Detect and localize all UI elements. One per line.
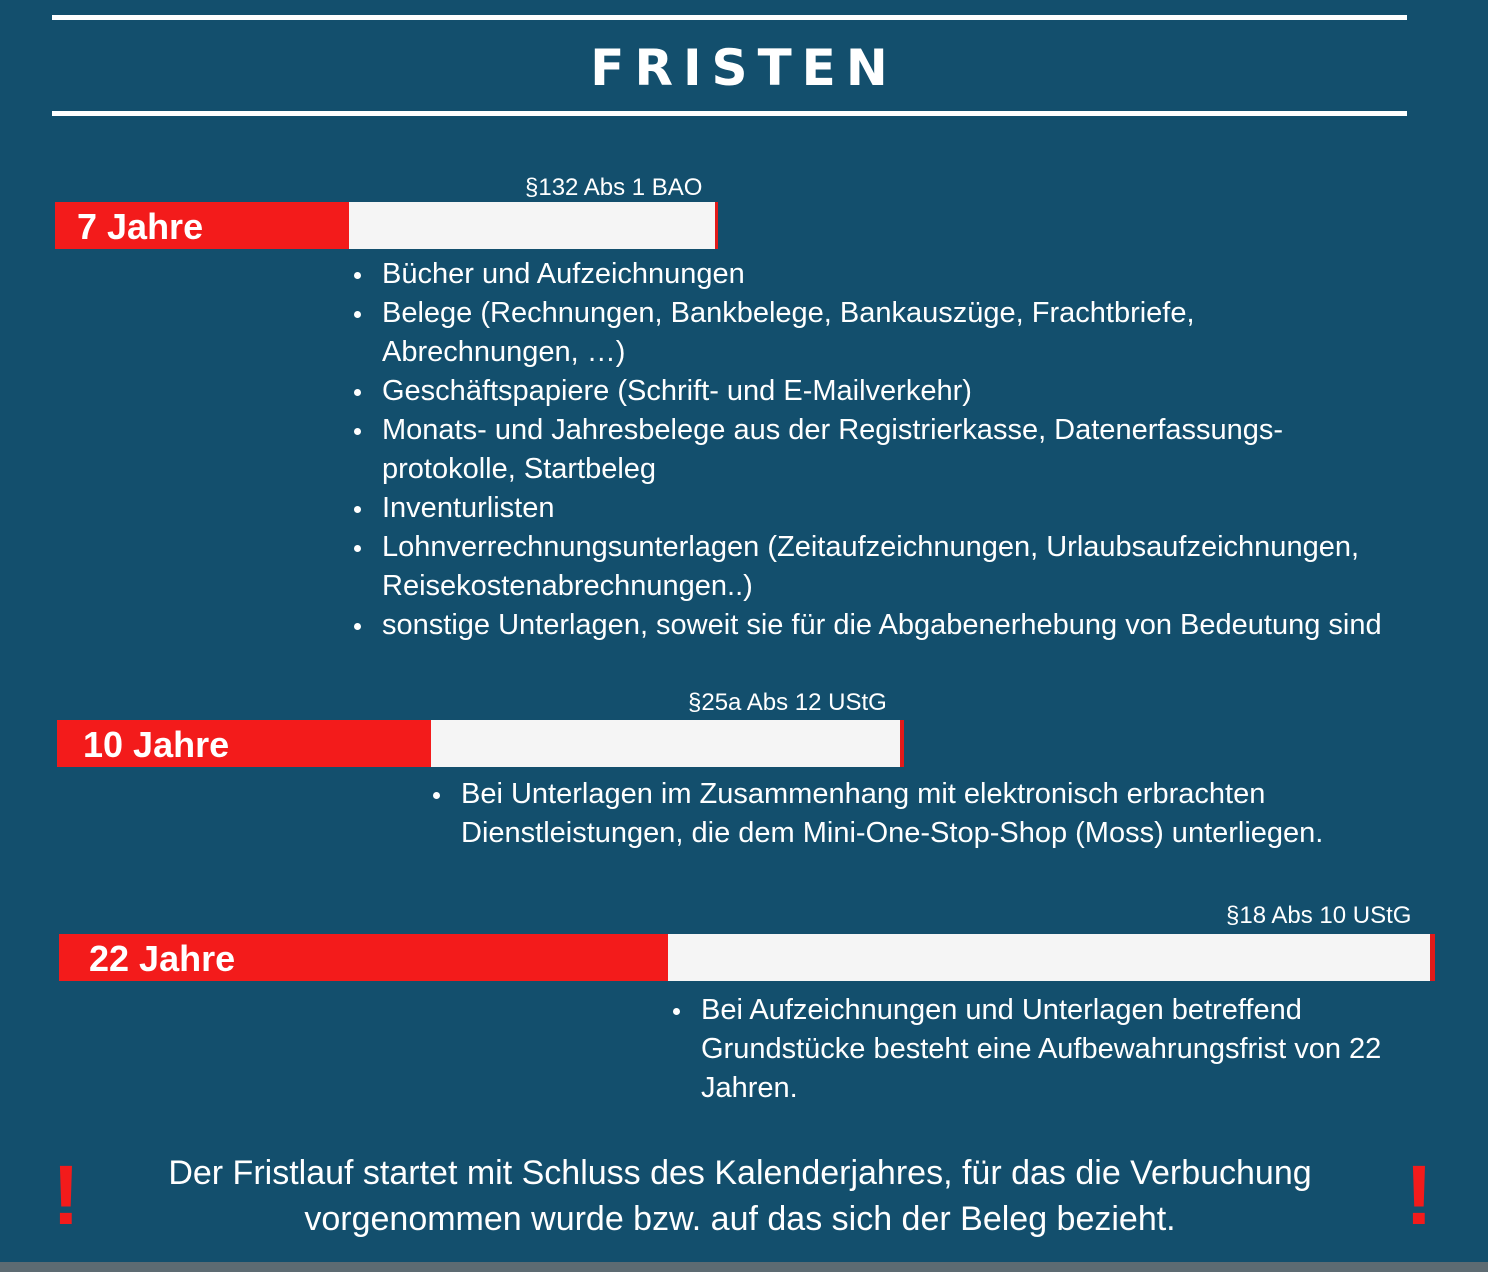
duration-label: 10 Jahre (83, 724, 230, 765)
duration-bar-tip (1430, 934, 1435, 981)
list-item: Inventurlisten (352, 489, 1452, 528)
list-item: Bei Unterlagen im Zusammenhang mit elektronisch erbrachten Dienstleistungen, die dem Mini-One-Stop-Shop (Moss) unterliegen. (431, 775, 1431, 853)
title-rule-bottom (52, 111, 1407, 116)
document-list (671, 991, 1451, 1108)
section-reference: §132 Abs 1 BAO (525, 174, 703, 201)
list-item: Bei Aufzeichnungen und Unterlagen betreffend Grundstücke besteht eine Aufbewahrungsfrist von 22 Jahren. (671, 991, 1451, 1108)
duration-bar (55, 202, 718, 249)
duration-bar-white (349, 202, 715, 249)
list-item: Bücher und Aufzeichnungen (352, 255, 1452, 294)
duration-bar (59, 934, 1435, 981)
exclamation-icon: ! (1405, 1148, 1433, 1242)
list-item: Lohnverrechnungsunterlagen (Zeitaufzeichnungen, Urlaubsaufzeichnungen, Reisekostenabrechnungen..) (352, 528, 1452, 606)
duration-bar-tip (715, 202, 718, 249)
deadline-note: Der Fristlauf startet mit Schluss des Kalenderjahres, für das die Verbuchung vorgenommen wurde bzw. auf das sich der Beleg bezieht. (168, 1154, 1312, 1238)
duration-bar-white (431, 720, 900, 767)
duration-label: 22 Jahre (89, 938, 236, 979)
list-item: Monats- und Jahresbelege aus der Registrierkasse, Datenerfassungs-protokolle, Startbeleg (352, 411, 1452, 489)
duration-bar-tip (900, 720, 904, 767)
page-title: FRISTEN (590, 39, 898, 97)
bottom-edge (0, 1262, 1488, 1272)
duration-bar-white (668, 934, 1430, 981)
list-item: Belege (Rechnungen, Bankbelege, Bankauszüge, Frachtbriefe, Abrechnungen, …) (352, 294, 1452, 372)
duration-label: 7 Jahre (77, 206, 204, 247)
document-list (431, 775, 1431, 853)
exclamation-icon: ! (52, 1148, 80, 1242)
title-rule-top (52, 15, 1407, 20)
section-reference: §25a Abs 12 UStG (688, 689, 887, 716)
document-list (352, 255, 1452, 645)
section-reference: §18 Abs 10 UStG (1226, 902, 1412, 929)
list-item: Geschäftspapiere (Schrift- und E-Mailverkehr) (352, 372, 1452, 411)
duration-bar (57, 720, 904, 767)
list-item: sonstige Unterlagen, soweit sie für die Abgabenerhebung von Bedeutung sind (352, 606, 1452, 645)
